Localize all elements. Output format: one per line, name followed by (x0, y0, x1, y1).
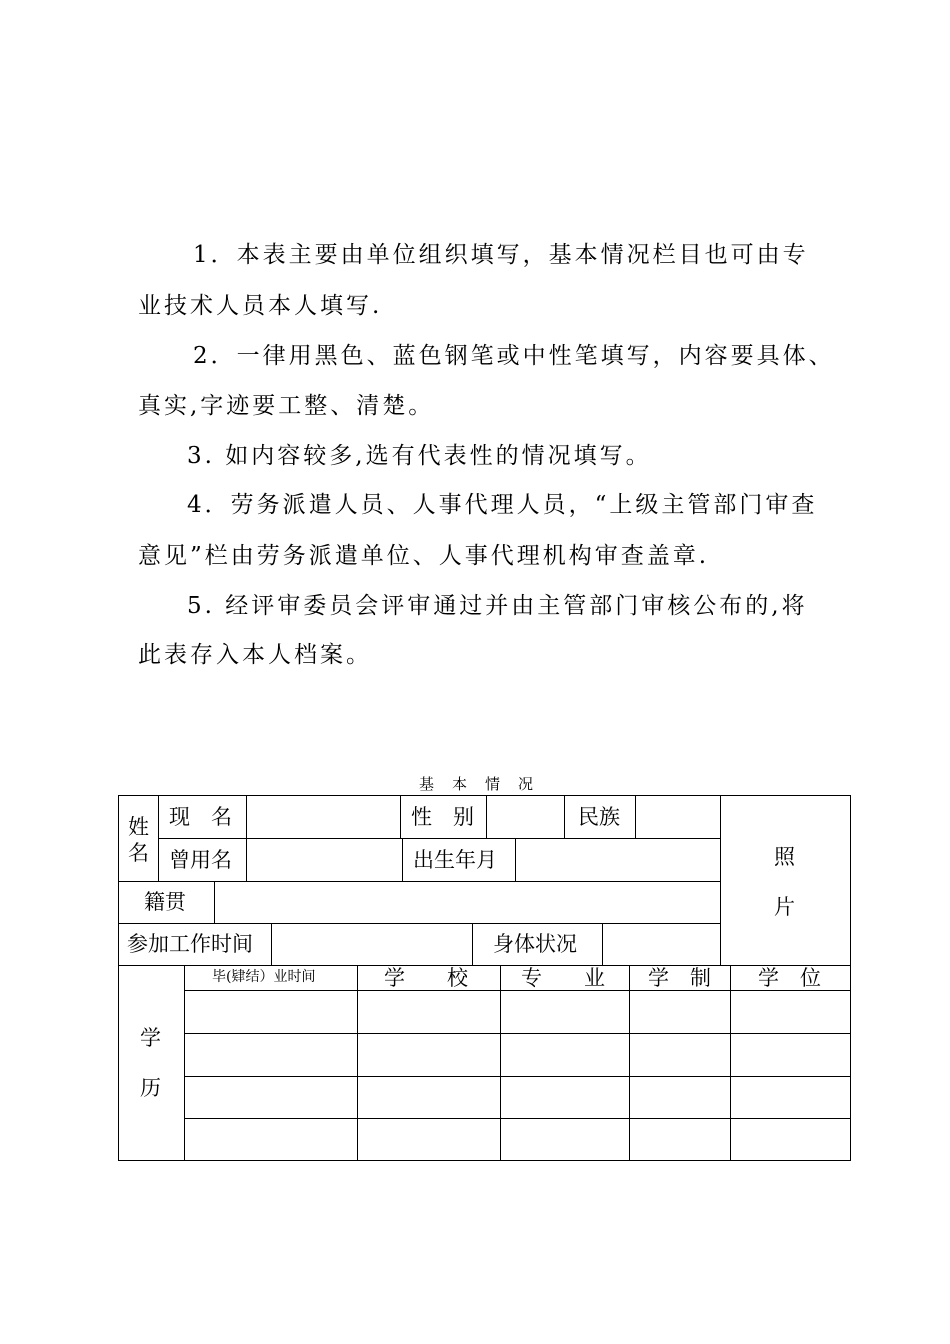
grid-line (402, 838, 403, 881)
instruction-4-line-1: 4．劳务派遣人员、人事代理人员，“上级主管部门审查 (187, 492, 818, 518)
grid-line (635, 795, 636, 838)
grid-line (118, 965, 851, 966)
education-label-char-2: 历 (140, 1076, 161, 1100)
instruction-2-line-1: 2．一律用黑色、蓝色钢笔或中性笔填写，内容要具体、 (193, 343, 835, 369)
birth-date-label: 出生年月 (413, 848, 497, 872)
table-title: 基本情况 (419, 775, 552, 793)
grid-line (158, 795, 159, 881)
grid-line (271, 923, 272, 965)
grid-line (486, 795, 487, 838)
photo-label-char-1: 照 (774, 845, 795, 869)
grid-line (158, 838, 720, 839)
grid-line (720, 795, 721, 965)
grid-line (214, 881, 215, 923)
grid-line (629, 965, 630, 1161)
instruction-2-line-2: 真实,字迹要工整、清楚。 (138, 393, 435, 419)
edu-header-school: 学 校 (384, 966, 468, 990)
name-group-label-char-2: 名 (128, 841, 149, 865)
instruction-1-line-2: 业技术人员本人填写. (138, 293, 383, 319)
grid-line (184, 965, 185, 1161)
edu-header-degree: 学 位 (758, 966, 821, 990)
gender-label: 性 别 (411, 805, 474, 829)
instruction-1-line-1: 1．本表主要由单位组织填写，基本情况栏目也可由专 (193, 242, 809, 268)
edu-header-graduation-time: 毕(肄结）业时间 (212, 969, 316, 985)
grid-line (246, 795, 247, 881)
grid-line (184, 1033, 851, 1034)
name-group-label-char-1: 姓 (128, 815, 149, 839)
grid-line (500, 965, 501, 1161)
edu-header-duration: 学 制 (648, 966, 711, 990)
former-name-label: 曾用名 (169, 848, 232, 872)
grid-line (118, 881, 720, 882)
edu-header-major: 专 业 (521, 966, 605, 990)
native-place-label: 籍贯 (144, 890, 186, 914)
grid-line (515, 838, 516, 881)
grid-line (602, 923, 603, 965)
instruction-3-line-1: 3. 如内容较多,选有代表性的情况填写。 (187, 443, 652, 469)
grid-line (564, 795, 565, 838)
ethnicity-label: 民族 (578, 805, 620, 829)
grid-line (184, 1076, 851, 1077)
grid-line (730, 965, 731, 1161)
grid-line (400, 795, 401, 838)
grid-line (357, 965, 358, 1161)
current-name-label: 现 名 (169, 805, 232, 829)
grid-line (184, 990, 851, 991)
grid-line (472, 923, 473, 965)
education-label-char-1: 学 (140, 1026, 161, 1050)
grid-line (118, 923, 720, 924)
instruction-5-line-1: 5. 经评审委员会评审通过并由主管部门审核公布的,将 (187, 593, 808, 619)
instruction-5-line-2: 此表存入本人档案。 (138, 642, 372, 668)
grid-line (184, 1118, 851, 1119)
instruction-4-line-2: 意见”栏由劳务派遣单位、人事代理机构审查盖章. (138, 543, 710, 569)
health-status-label: 身体状况 (493, 932, 577, 956)
work-start-label: 参加工作时间 (127, 932, 253, 956)
photo-label-char-2: 片 (774, 895, 795, 919)
